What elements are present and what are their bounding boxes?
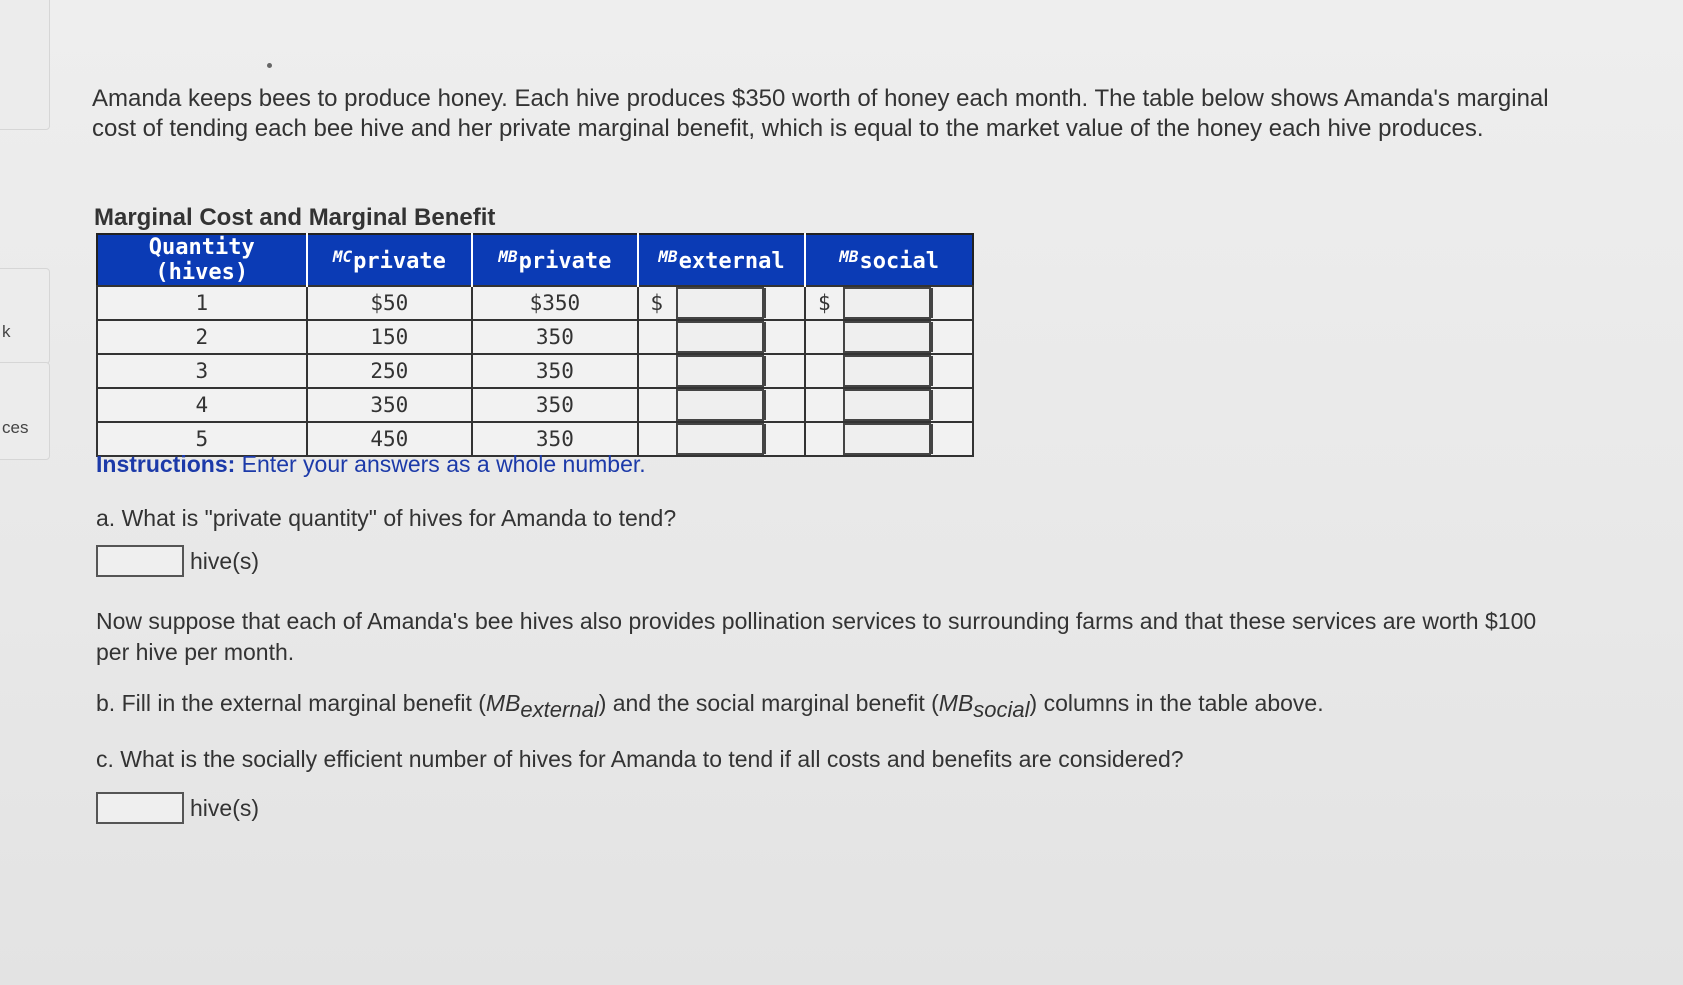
header-mb-external: $^{MB}$external <box>638 234 806 286</box>
mb-external-input[interactable] <box>676 389 764 421</box>
cell-mb-private: $350 <box>472 286 638 320</box>
table-title: Marginal Cost and Marginal Benefit <box>94 204 496 231</box>
cell-mb-external <box>638 354 806 388</box>
instructions-label: Instructions: <box>96 451 236 477</box>
cell-quantity: 1 <box>97 286 307 320</box>
answer-c-row <box>96 792 259 824</box>
cell-mb-social <box>805 388 973 422</box>
mb-social-input[interactable] <box>843 321 931 353</box>
marginal-table <box>96 233 974 457</box>
mb-social-input[interactable] <box>843 355 931 387</box>
header-mb-social: $^{MB}$social <box>805 234 973 286</box>
cell-quantity: 4 <box>97 388 307 422</box>
instructions-text: Enter your answers as a whole number. <box>235 451 646 477</box>
cell-quantity: 3 <box>97 354 307 388</box>
efficient-quantity-input[interactable] <box>96 792 184 824</box>
cell-mb-social <box>805 320 973 354</box>
cell-mb-private: 350 <box>472 354 638 388</box>
table-row <box>97 286 973 320</box>
instructions <box>96 451 646 478</box>
table-row <box>97 320 973 354</box>
table-header-row <box>97 234 973 286</box>
question-a: a. What is "private quantity" of hives for Amanda to tend? <box>96 505 677 531</box>
intro-text: Amanda keeps bees to produce honey. Each hive produces $350 worth of honey each month. The table below shows Amanda's marginal cost of tending each bee hive and her private marginal benefit, which is equal to the market value of the honey each hive produces. <box>92 85 1549 142</box>
mb-social-input[interactable] <box>843 423 931 455</box>
cell-mc-private: 150 <box>307 320 473 354</box>
pollination-paragraph: Now suppose that each of Amanda's bee hives also provides pollination services to surrounding farms and that these services are worth $100 per hive per month. <box>96 608 1537 665</box>
cell-mb-external <box>638 320 806 354</box>
cell-mb-external <box>638 422 806 456</box>
unit-label: hive(s) <box>190 547 260 574</box>
cell-mb-social <box>805 422 973 456</box>
cell-quantity: 5 <box>97 422 307 456</box>
private-quantity-input[interactable] <box>96 545 184 577</box>
mb-social-input[interactable] <box>843 389 931 421</box>
cell-mc-private: 250 <box>307 354 473 388</box>
cell-mb-social <box>805 286 973 320</box>
header-mc-private: $^{MC}$private <box>307 234 473 286</box>
rail-label: k <box>2 322 11 341</box>
cell-mb-external <box>638 286 806 320</box>
cell-mc-private: 450 <box>307 422 473 456</box>
dust-speck <box>267 63 272 68</box>
rail-card[interactable] <box>0 362 50 460</box>
cell-mb-private: 350 <box>472 422 638 456</box>
cell-mb-external <box>638 388 806 422</box>
header-quantity: Quantity (hives) <box>97 234 307 286</box>
table-row <box>97 354 973 388</box>
cell-quantity: 2 <box>97 320 307 354</box>
rail-card[interactable] <box>0 0 50 130</box>
cell-mb-social <box>805 354 973 388</box>
mb-external-input[interactable] <box>676 287 764 319</box>
cell-mc-private: 350 <box>307 388 473 422</box>
unit-label: hive(s) <box>190 794 260 821</box>
question-b: b. Fill in the external marginal benefit $(MB_{external})$ and the social marginal benefit $(MB_{social})$ columns in the table above. <box>96 690 1324 722</box>
mb-external-input[interactable] <box>676 423 764 455</box>
rail-label: ces <box>2 418 29 437</box>
mb-external-input[interactable] <box>676 355 764 387</box>
mb-external-input[interactable] <box>676 321 764 353</box>
rail-card[interactable] <box>0 268 50 364</box>
cell-mb-private: 350 <box>472 388 638 422</box>
currency-symbol: $ <box>817 291 831 315</box>
left-rail <box>0 0 48 985</box>
currency-symbol: $ <box>650 291 663 315</box>
mb-social-input[interactable] <box>843 287 931 319</box>
answer-a-row <box>96 545 259 577</box>
cell-mb-private: 350 <box>472 320 638 354</box>
question-c: c. What is the socially efficient number of hives for Amanda to tend if all costs and benefits are considered? <box>96 746 1184 772</box>
cell-mc-private: $50 <box>307 286 473 320</box>
header-mb-private: $^{MB}$private <box>472 234 638 286</box>
table-row <box>97 388 973 422</box>
